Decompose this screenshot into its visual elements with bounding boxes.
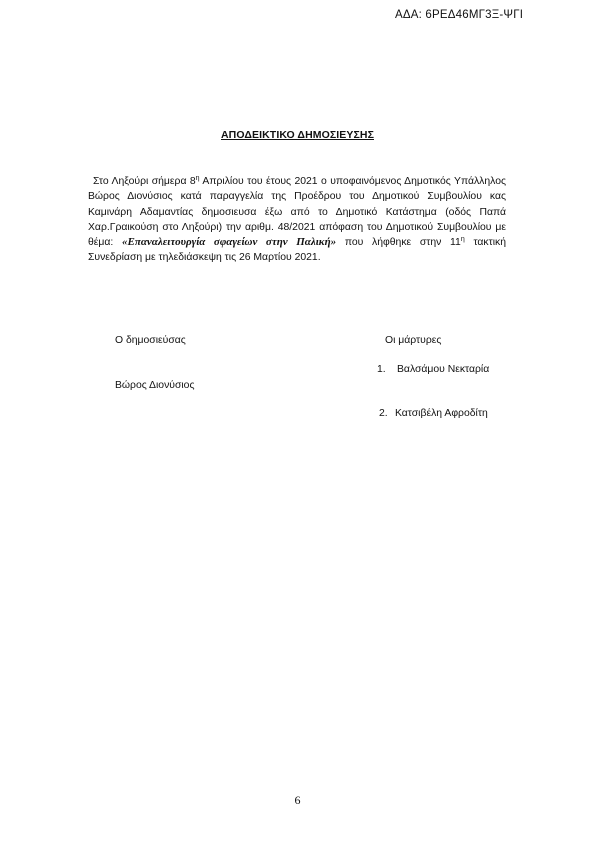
document-title: ΑΠΟΔΕΙΚΤΙΚΟ ΔΗΜΟΣΙΕΥΣΗΣ	[221, 129, 374, 141]
ordinal-suffix: η	[195, 175, 200, 182]
witness-name: Κατσιβέλη Αφροδίτη	[395, 408, 488, 419]
body-text-part: Στο Ληξούρι σήμερα 8	[93, 176, 196, 187]
page-number: 6	[294, 793, 301, 807]
publisher-name: Βώρος Διονύσιος	[115, 380, 195, 391]
witness-item	[379, 408, 488, 419]
body-text-part: τακτική Συνεδρίαση με τηλεδιάσκεψη τις 26 Μαρτίου 2021.	[88, 237, 507, 264]
decision-subject: «Επαναλειτουργία σφαγείων στην Παλική»	[122, 236, 337, 249]
publisher-label: Ο δημοσιεύσας	[115, 335, 186, 346]
body-text-part: Απριλίου του έτους 2021 ο υποφαινόμενος Δημοτικός Υπάλληλος Βώρος Διονύσιος κατά παραγγελία της Προέδρου του Δημοτικού Συμβουλίου κας Καμινάρη Αδαμαντίας δημοσιευσα έξω από το Δημοτικό Κατάστημα (οδός Παπά Χαρ.Γραικούση στο Ληξούρι) την αριθμ. 48/2021 απόφαση του Δημοτικού Συμβουλίου με θέμα:	[88, 176, 506, 249]
witness-item	[377, 364, 489, 375]
ada-code: ΑΔΑ: 6ΡΕΔ46ΜΓ3Ξ-ΨΓΙ	[395, 9, 524, 21]
body-paragraph	[88, 174, 506, 266]
witness-name: Βαλσάμου Νεκταρία	[397, 364, 490, 375]
witness-number: 2.	[379, 408, 388, 419]
body-text-part: που λήφθηκε στην 11	[336, 237, 461, 249]
witnesses-label: Οι μάρτυρες	[385, 335, 442, 346]
witness-number: 1.	[377, 364, 386, 375]
ordinal-suffix: η	[460, 236, 465, 244]
